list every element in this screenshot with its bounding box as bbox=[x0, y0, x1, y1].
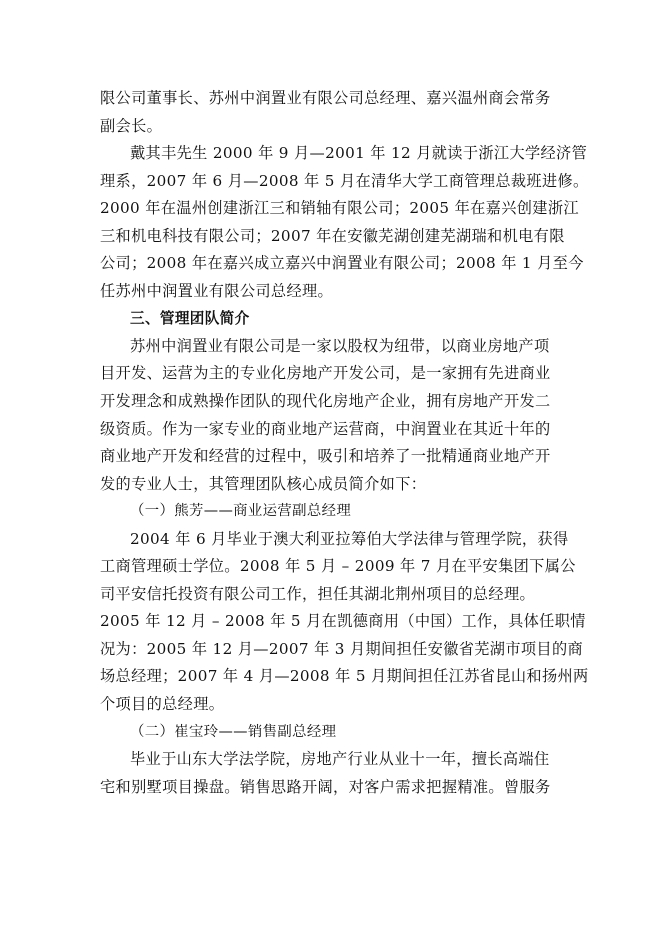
subsection-heading: （一）熊芳——商业运营副总经理 bbox=[130, 503, 352, 520]
document-page bbox=[100, 85, 589, 801]
text-line: 工商管理硕士学位。2008 年 5 月 – 2009 年 7 月在平安集团下属公 bbox=[100, 557, 576, 576]
text-line: 级资质。作为一家专业的商业地产运营商，中润置业在其近十年的 bbox=[100, 419, 551, 438]
text-line: 毕业于山东大学法学院，房地产行业从业十一年，擅长高端住 bbox=[130, 750, 550, 769]
text-line: 发的专业人士，其管理团队核心成员简介如下： bbox=[100, 474, 427, 493]
text-line: 场总经理；2007 年 4 月—2008 年 5 月期间担任江苏省昆山和扬州两 bbox=[100, 667, 589, 686]
text-line: 个项目的总经理。 bbox=[100, 695, 225, 714]
text-line: 况为：2005 年 12 月—2007 年 3 月期间担任安徽省芜湖市项目的商 bbox=[100, 639, 584, 658]
text-line: 商业地产开发和经营的过程中，吸引和培养了一批精通商业地产开 bbox=[100, 447, 551, 466]
text-line: 三和机电科技有限公司；2007 年在安徽芜湖创建芜湖瑞和机电有限 bbox=[100, 226, 565, 245]
text-line: 2000 年在温州创建浙江三和销轴有限公司；2005 年在嘉兴创建浙江 bbox=[100, 199, 579, 218]
subsection-heading: （二）崔宝玲——销售副总经理 bbox=[130, 723, 337, 740]
text-line: 2005 年 12 月 – 2008 年 5 月在凯德商用（中国）工作，具体任职情 bbox=[100, 612, 586, 631]
text-line: 任苏州中润置业有限公司总经理。 bbox=[100, 281, 334, 300]
text-line: 司平安信托投资有限公司工作，担任其湖北荆州项目的总经理。 bbox=[100, 584, 536, 603]
text-line: 公司；2008 年在嘉兴成立嘉兴中润置业有限公司；2008 年 1 月至今 bbox=[100, 254, 584, 273]
text-line: 开发理念和成熟操作团队的现代化房地产企业，拥有房地产开发二 bbox=[100, 392, 551, 411]
text-line: 限公司董事长、苏州中润置业有限公司总经理、嘉兴温州商会常务 bbox=[100, 89, 551, 107]
section-heading: 三、管理团队简介 bbox=[130, 310, 250, 328]
text-line: 理系，2007 年 6 月—2008 年 5 月在清华大学工商管理总裁班进修。 bbox=[100, 171, 589, 190]
text-line: 目开发、运营为主的专业化房地产开发公司，是一家拥有先进商业 bbox=[100, 364, 551, 383]
text-line: 戴其丰先生 2000 年 9 月—2001 年 12 月就读于浙江大学经济管 bbox=[130, 144, 588, 163]
text-line: 2004 年 6 月毕业于澳大利亚拉筹伯大学法律与管理学院，获得 bbox=[130, 529, 569, 548]
text-line: 宅和别墅项目操盘。销售思路开阔，对客户需求把握精准。曾服务 bbox=[100, 777, 551, 796]
text-line: 苏州中润置业有限公司是一家以股权为纽带，以商业房地产项 bbox=[130, 336, 550, 355]
text-line: 副会长。 bbox=[100, 116, 163, 135]
